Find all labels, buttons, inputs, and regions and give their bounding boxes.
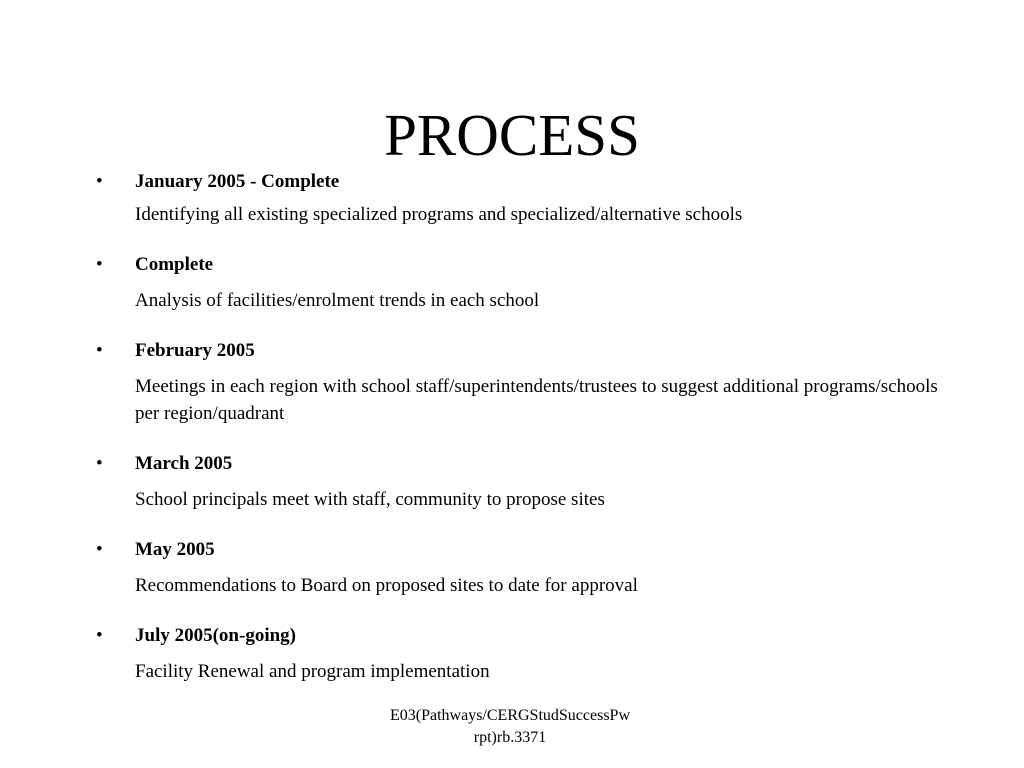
item-description: School principals meet with staff, community to propose sites [135,489,605,510]
item-description: Facility Renewal and program implementation [135,661,490,682]
item-heading: July 2005(on-going) [135,625,296,646]
bullet: • [96,254,103,275]
bullet: • [96,171,103,192]
item-heading: May 2005 [135,539,215,560]
item-description: Meetings in each region with school staff/superintendents/trustees to suggest additional programs/schools per region/quadrant [135,376,938,424]
item-heading: March 2005 [135,453,233,474]
item-description: Analysis of facilities/enrolment trends in each school [135,290,540,311]
item-description: Recommendations to Board on proposed sites to date for approval [135,575,638,596]
bullet: • [96,625,103,646]
item-heading: January 2005 - Complete [135,171,340,192]
item-heading: February 2005 [135,340,255,361]
slide-title: PROCESS [384,102,640,168]
bullet: • [96,453,103,474]
bullet: • [96,539,103,560]
bullet: • [96,340,103,361]
footer-line: E03(Pathways/CERGStudSuccessPw [390,707,630,724]
item-description: Identifying all existing specialized programs and specialized/alternative schools [135,204,743,225]
footer-line: rpt)rb.3371 [473,729,547,746]
item-heading: Complete [135,254,214,275]
slide-footer [340,705,680,749]
